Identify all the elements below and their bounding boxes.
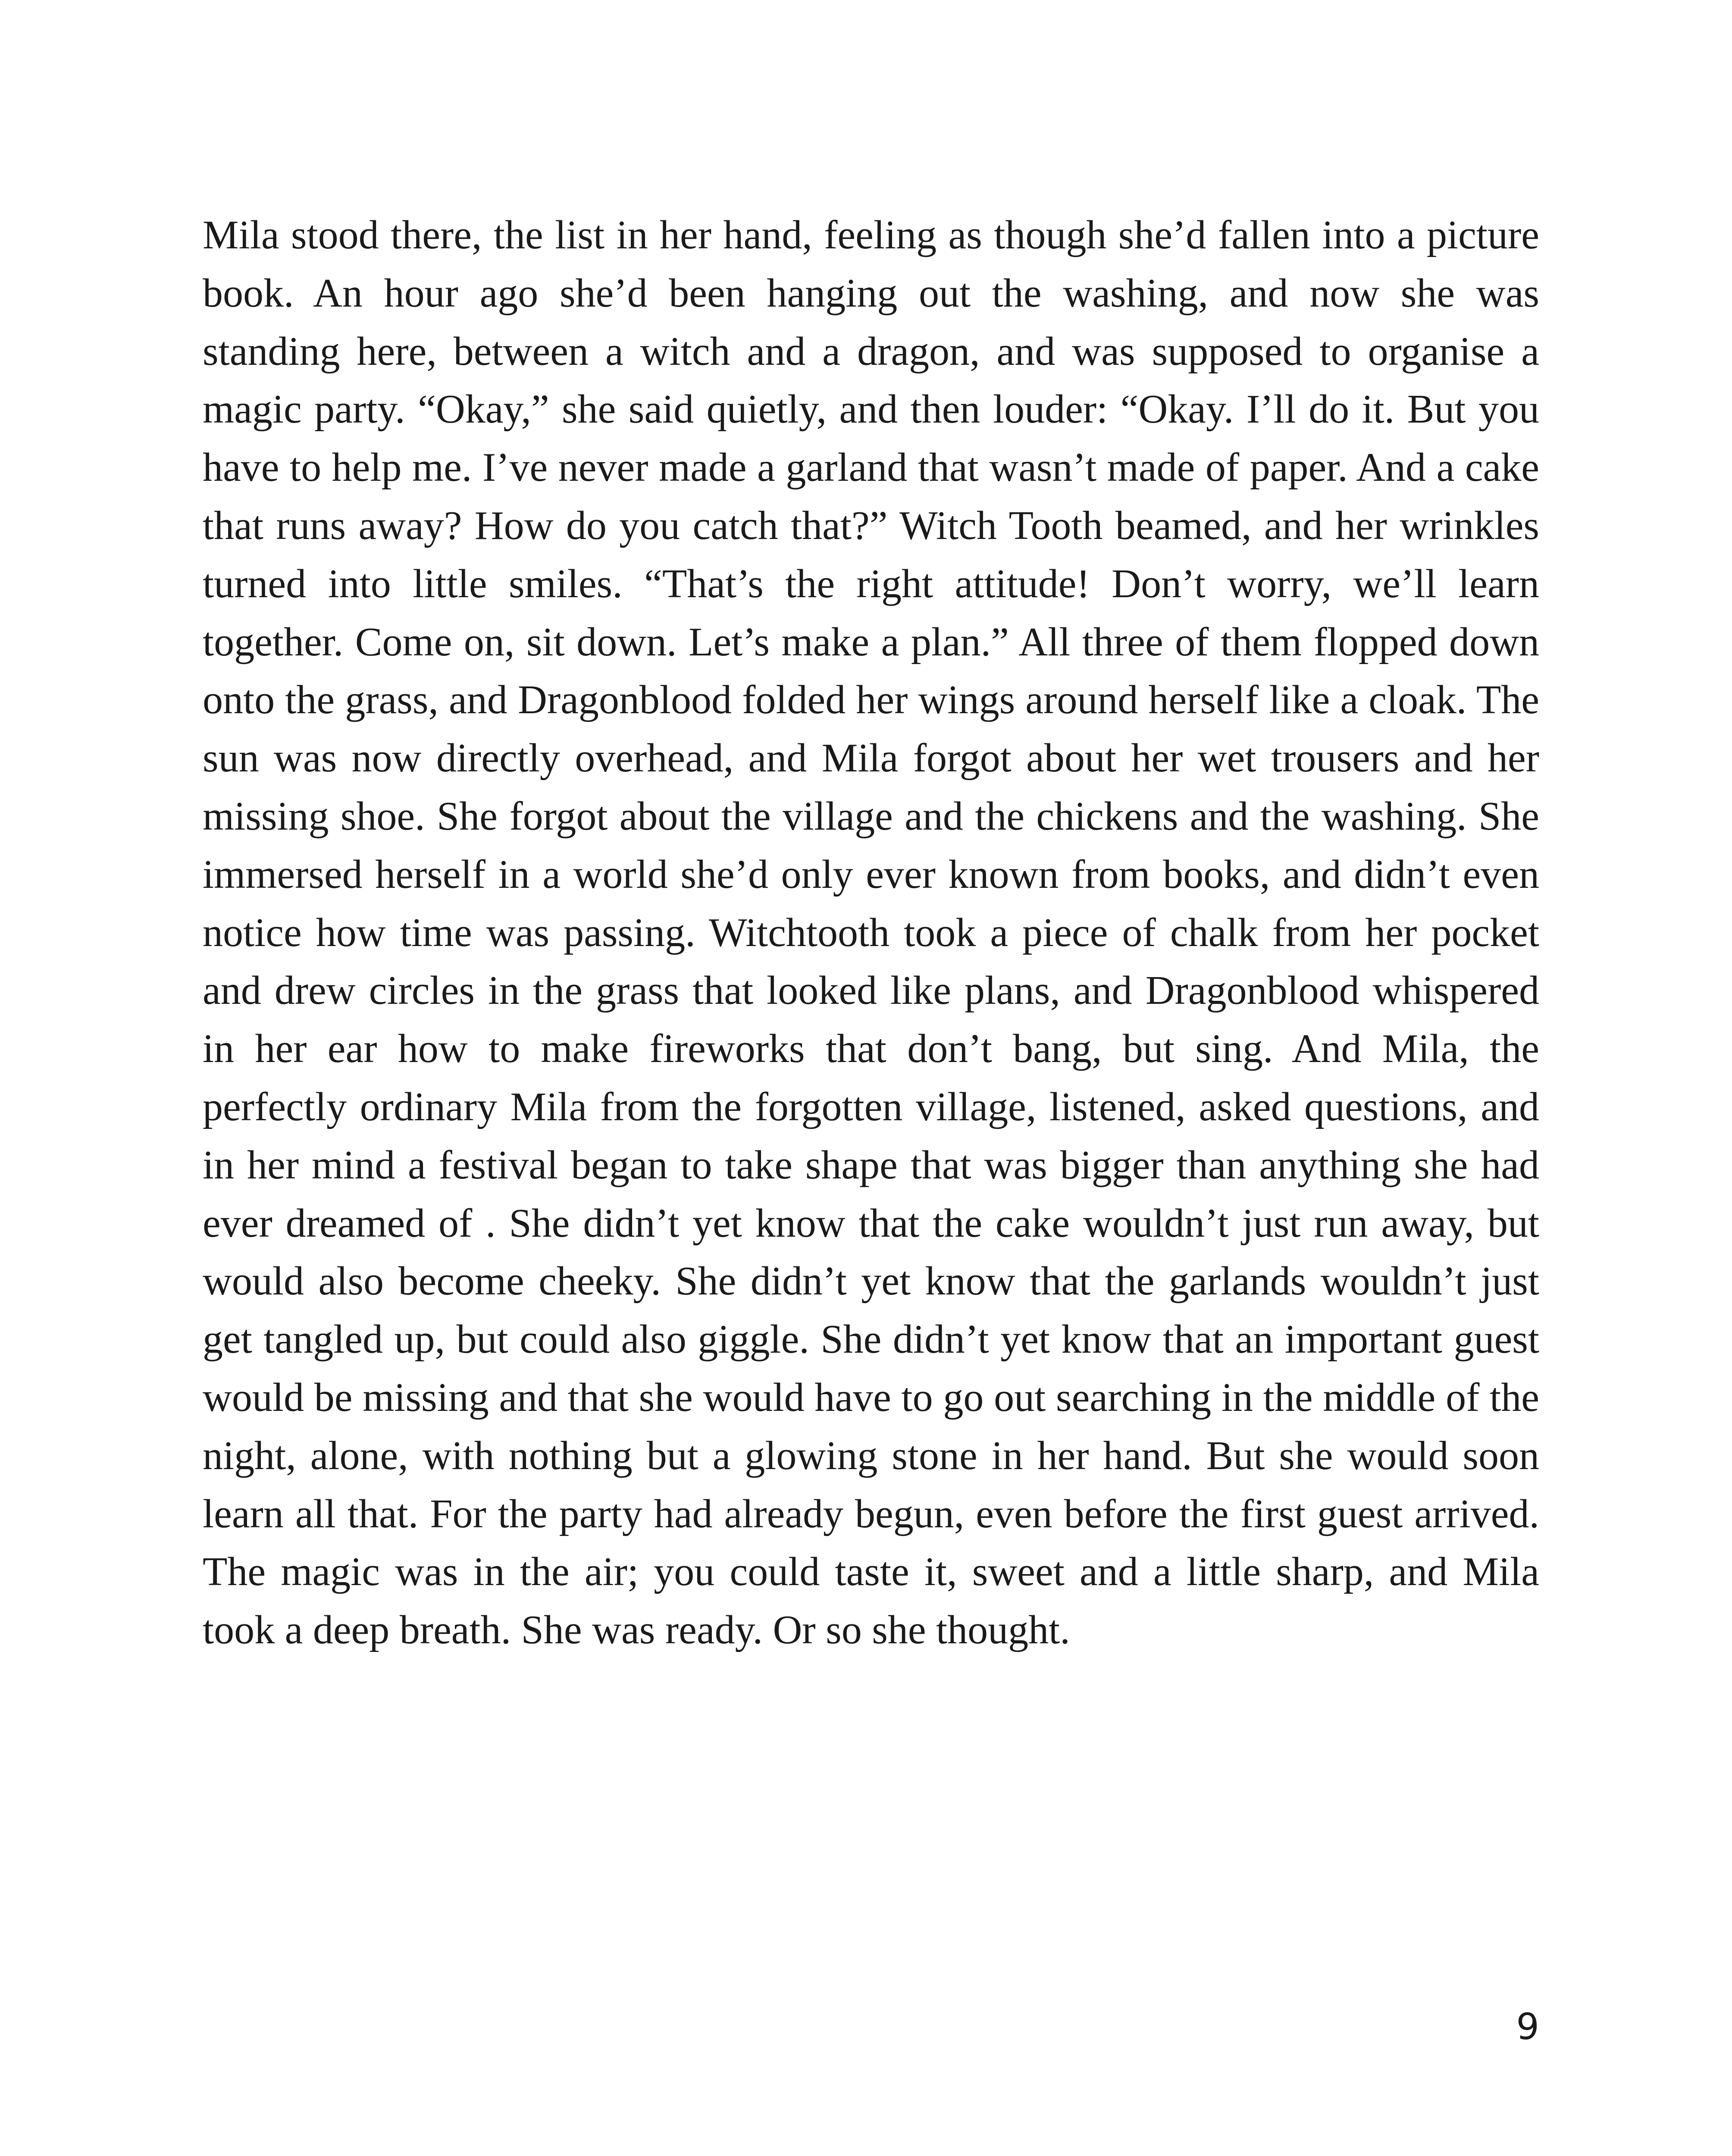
body-paragraph: Mila stood there, the list in her hand, feeling as though she’d fallen into a picture book. An hour ago she’d been hanging out the washing, and now she was standing here, between a witch and a dragon, and was supposed to organise a magic party. “Okay,” she said quietly, and then louder: “Okay. I’ll do it. But you have to help me. I’ve never made a garland that wasn’t made of paper. And a cake that runs away? How do you catch that?” Witch Tooth beamed, and her wrinkles turned into little smiles. “That’s the right attitude! Don’t worry, we’ll learn together. Come on, sit down. Let’s make a plan.” All three of them flopped down onto the grass, and Dragonblood folded her wings around herself like a cloak. The sun was now directly overhead, and Mila forgot about her wet trousers and her missing shoe. She forgot about the village and the chickens and the washing. She immersed herself in a world she’d only ever known from books, and didn’t even notice how time was passing. Witchtooth took a piece of chalk from her pocket and drew circles in the grass that looked like plans, and Dragonblood whispered in her ear how to make fireworks that don’t bang, but sing. And Mila, the perfectly ordinary Mila from the forgotten village, listened, asked questions, and in her mind a festival began to take shape that was bigger than anything she had ever dreamed of . She didn’t yet know that the cake wouldn’t just run away, but would also become cheeky. She didn’t yet know that the garlands wouldn’t just get tangled up, but could also giggle. She didn’t yet know that an important guest would be missing and that she would have to go out searching in the middle of the night, alone, with nothing but a glowing stone in her hand. But she would soon learn all that. For the party had already begun, even before the first guest arrived. The magic was in the air; you could taste it, sweet and a little sharp, and Mila took a deep breath. She was ready. Or so she thought. — [203, 213, 1539, 1653]
page-number: 9 — [1516, 2006, 1539, 2048]
